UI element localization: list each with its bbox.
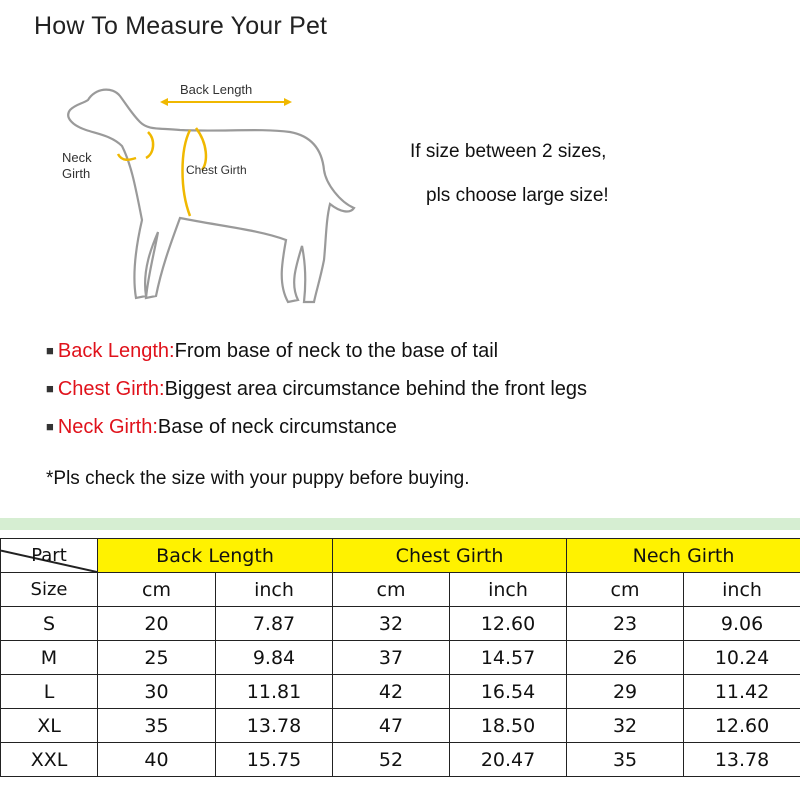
value-cell: 32 — [333, 607, 450, 641]
group-header-back-length: Back Length — [98, 539, 333, 573]
bullet-icon: ■ — [46, 419, 54, 434]
part-size-corner-cell — [1, 539, 98, 573]
value-cell: 11.81 — [216, 675, 333, 709]
unit-inch: inch — [450, 573, 567, 607]
neck-label-2: Girth — [62, 166, 91, 181]
size-cell: XL — [1, 709, 98, 743]
value-cell: 13.78 — [216, 709, 333, 743]
value-cell: 9.06 — [684, 607, 800, 641]
unit-cm: cm — [567, 573, 684, 607]
value-cell: 7.87 — [216, 607, 333, 641]
value-cell: 30 — [98, 675, 216, 709]
value-cell: 47 — [333, 709, 450, 743]
definition-desc: Biggest area circumstance behind the front legs — [164, 378, 588, 400]
unit-cm: cm — [333, 573, 450, 607]
value-cell: 20.47 — [450, 743, 567, 777]
value-cell: 29 — [567, 675, 684, 709]
value-cell: 12.60 — [450, 607, 567, 641]
value-cell: 16.54 — [450, 675, 567, 709]
definition-chest-girth — [46, 374, 587, 412]
unit-inch: inch — [684, 573, 800, 607]
arrow-left-head — [160, 98, 168, 106]
size-cell: S — [1, 607, 98, 641]
value-cell: 32 — [567, 709, 684, 743]
size-note-line2: pls choose large size! — [426, 185, 609, 206]
size-note-line1: If size between 2 sizes, — [410, 141, 607, 162]
table-row — [1, 675, 800, 709]
table-row — [1, 607, 800, 641]
value-cell: 15.75 — [216, 743, 333, 777]
dog-measure-diagram — [50, 70, 370, 310]
value-cell: 42 — [333, 675, 450, 709]
group-header-neck-girth: Nech Girth — [567, 539, 800, 573]
unit-cm: cm — [98, 573, 216, 607]
value-cell: 18.50 — [450, 709, 567, 743]
table-header-row — [1, 539, 800, 573]
definitions-list — [46, 336, 587, 450]
value-cell: 35 — [567, 743, 684, 777]
dog-outline — [68, 90, 354, 302]
unit-inch: inch — [216, 573, 333, 607]
value-cell: 13.78 — [684, 743, 800, 777]
definition-back-length — [46, 336, 587, 374]
size-chart-table — [0, 538, 800, 777]
bullet-icon: ■ — [46, 381, 54, 396]
table-row — [1, 743, 800, 777]
definition-term: Back Length: — [57, 340, 175, 362]
footnote: *Pls check the size with your puppy before buying. — [46, 468, 470, 489]
definition-neck-girth — [46, 412, 587, 450]
group-header-chest-girth: Chest Girth — [333, 539, 567, 573]
table-unit-row — [1, 573, 800, 607]
table-row — [1, 641, 800, 675]
size-cell: XXL — [1, 743, 98, 777]
value-cell: 10.24 — [684, 641, 800, 675]
value-cell: 20 — [98, 607, 216, 641]
table-row — [1, 709, 800, 743]
definition-desc: Base of neck circumstance — [157, 416, 397, 438]
table-body — [1, 607, 800, 777]
size-note — [410, 130, 609, 218]
size-cell: M — [1, 641, 98, 675]
neck-label-1: Neck — [62, 150, 92, 165]
arrow-right-head — [284, 98, 292, 106]
back-length-label: Back Length — [180, 82, 253, 97]
value-cell: 35 — [98, 709, 216, 743]
value-cell: 25 — [98, 641, 216, 675]
page-title: How To Measure Your Pet — [34, 12, 328, 40]
value-cell: 37 — [333, 641, 450, 675]
value-cell: 11.42 — [684, 675, 800, 709]
chest-girth-label: Chest Girth — [186, 163, 247, 177]
definition-term: Neck Girth: — [57, 416, 158, 438]
part-label: Part — [31, 545, 67, 566]
value-cell: 52 — [333, 743, 450, 777]
definition-term: Chest Girth: — [57, 378, 165, 400]
size-cell: L — [1, 675, 98, 709]
definition-desc: From base of neck to the base of tail — [174, 340, 499, 362]
divider-band — [0, 518, 800, 530]
value-cell: 14.57 — [450, 641, 567, 675]
value-cell: 26 — [567, 641, 684, 675]
value-cell: 23 — [567, 607, 684, 641]
bullet-icon: ■ — [46, 343, 54, 358]
value-cell: 40 — [98, 743, 216, 777]
value-cell: 12.60 — [684, 709, 800, 743]
value-cell: 9.84 — [216, 641, 333, 675]
size-label: Size — [1, 573, 98, 607]
